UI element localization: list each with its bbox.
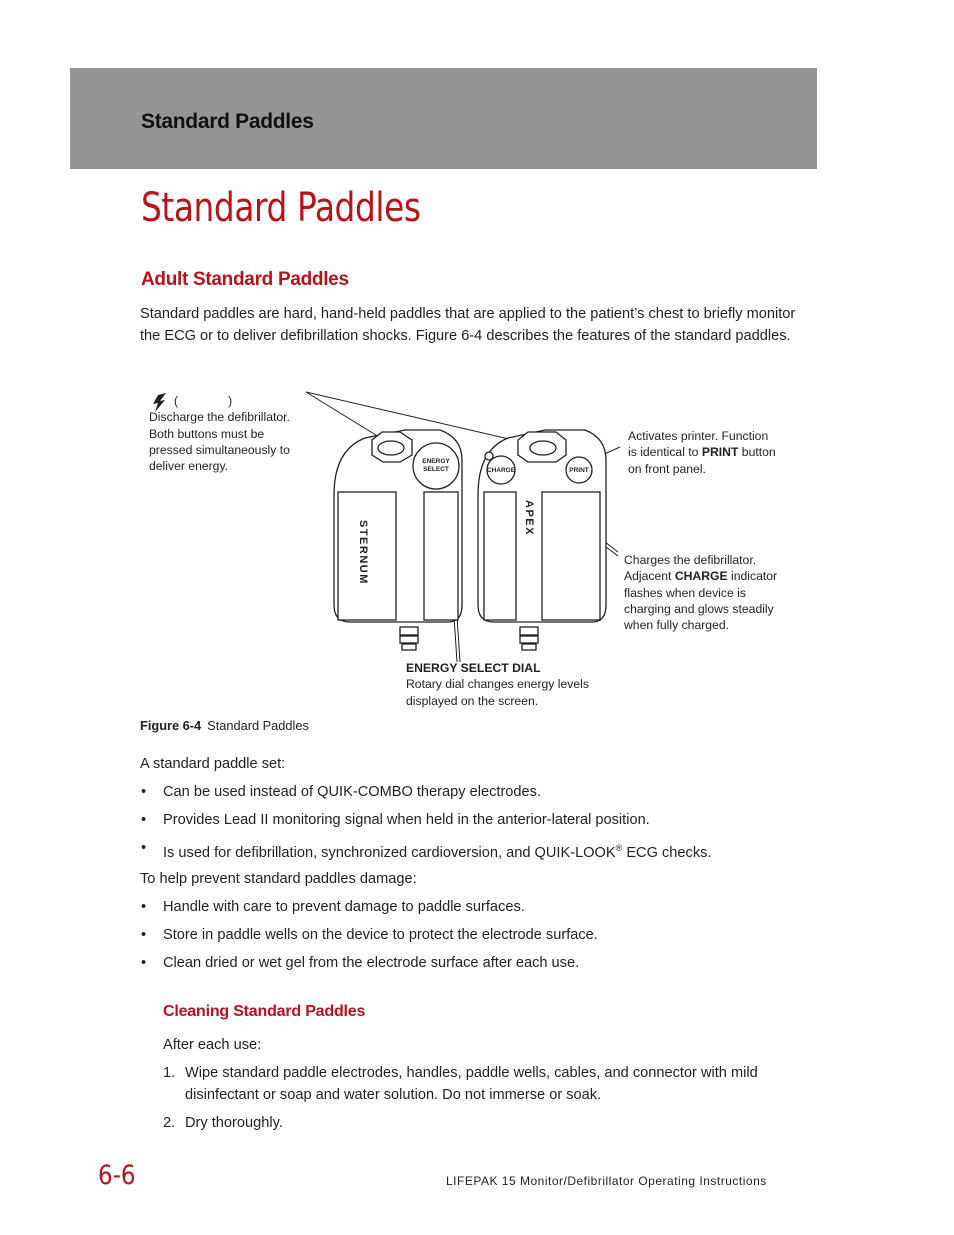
paddle-set-lead: A standard paddle set: bbox=[140, 756, 286, 772]
energy-select-line-2: SELECT bbox=[423, 466, 449, 473]
cleaning-lead: After each use: bbox=[163, 1037, 262, 1053]
prevent-damage-list bbox=[141, 896, 821, 980]
list-item: 1. Wipe standard paddle electrodes, handles, paddle wells, cables, and connector with mild disinfectant or soap and water solution. Do not immerse or soak. bbox=[163, 1065, 758, 1103]
print-callout bbox=[628, 428, 818, 477]
shock-callout bbox=[149, 393, 319, 474]
prevent-damage-lead: To help prevent standard paddles damage: bbox=[140, 871, 417, 887]
print-button-label: PRINT bbox=[569, 467, 589, 474]
energy-dial-desc-2: displayed on the screen. bbox=[406, 693, 539, 708]
apex-paddle bbox=[478, 430, 606, 650]
print-desc-line-2: is identical to PRINT button bbox=[628, 445, 776, 460]
shock-paren-close: ) bbox=[228, 394, 233, 408]
charge-callout bbox=[624, 552, 824, 633]
print-desc-line-3: on front panel. bbox=[628, 461, 706, 476]
charge-button-label: CHARGE bbox=[486, 467, 516, 474]
energy-dial-callout bbox=[406, 660, 626, 709]
list-item: • Provides Lead II monitoring signal when held in the anterior-lateral position. bbox=[141, 809, 821, 837]
shock-desc-line-3: pressed simultaneously to bbox=[149, 442, 290, 457]
footer-doc-title: LIFEPAK 15 Monitor/Defibrillator Operating Instructions bbox=[446, 1174, 767, 1188]
energy-select-button-label bbox=[418, 458, 454, 474]
shock-paren-open: ( bbox=[174, 394, 179, 408]
figure-caption bbox=[140, 718, 309, 733]
list-item: • Is used for defibrillation, synchronized cardioversion, and QUIK-LOOK® ECG checks. bbox=[141, 837, 821, 865]
paddle-set-list bbox=[141, 781, 821, 865]
list-item: • Clean dried or wet gel from the electrode surface after each use. bbox=[141, 952, 821, 980]
charge-desc-line-1: Charges the defibrillator. bbox=[624, 553, 757, 567]
cleaning-heading: Cleaning Standard Paddles bbox=[163, 1003, 366, 1020]
charge-desc-line-4: charging and glows steadily bbox=[624, 601, 774, 616]
sternum-label: STERNUM bbox=[357, 520, 369, 585]
energy-dial-title: ENERGY SELECT DIAL bbox=[406, 661, 541, 675]
list-item: • Can be used instead of QUIK-COMBO therapy electrodes. bbox=[141, 781, 821, 809]
intro-paragraph: Standard paddles are hard, hand-held paddles that are applied to the patient’s chest to briefly monitor the ECG or to deliver defibrillation shocks. Figure 6-4 describes the features of the standard paddles. bbox=[140, 306, 796, 344]
charge-desc-line-2: Adjacent CHARGE indicator bbox=[624, 569, 778, 584]
shock-desc-line-4: deliver energy. bbox=[149, 459, 229, 474]
figure-caption-label: Figure 6-4 bbox=[140, 718, 202, 733]
adult-standard-paddles-heading: Adult Standard Paddles bbox=[141, 269, 349, 290]
cleaning-steps bbox=[163, 1062, 803, 1134]
apex-label: APEX bbox=[523, 500, 535, 536]
section-header-title: Standard Paddles bbox=[141, 110, 314, 133]
shock-desc-line-1: Discharge the defibrillator. bbox=[149, 410, 290, 425]
page-number: 6-6 bbox=[98, 1160, 136, 1191]
charge-desc-line-3: flashes when device is bbox=[624, 585, 746, 600]
list-item: 2. Dry thoroughly. bbox=[163, 1115, 283, 1131]
list-item: • Store in paddle wells on the device to protect the electrode surface. bbox=[141, 924, 821, 952]
figure-caption-text: Standard Paddles bbox=[207, 718, 309, 733]
print-desc-line-1: Activates printer. Function bbox=[628, 429, 769, 443]
energy-select-line-1: ENERGY bbox=[422, 458, 450, 465]
charge-desc-line-5: when fully charged. bbox=[624, 618, 730, 633]
energy-dial-desc-1: Rotary dial changes energy levels bbox=[406, 677, 589, 692]
page-title: Standard Paddles bbox=[141, 185, 421, 231]
shock-desc-line-2: Both buttons must be bbox=[149, 426, 265, 441]
list-item: • Handle with care to prevent damage to paddle surfaces. bbox=[141, 896, 821, 924]
